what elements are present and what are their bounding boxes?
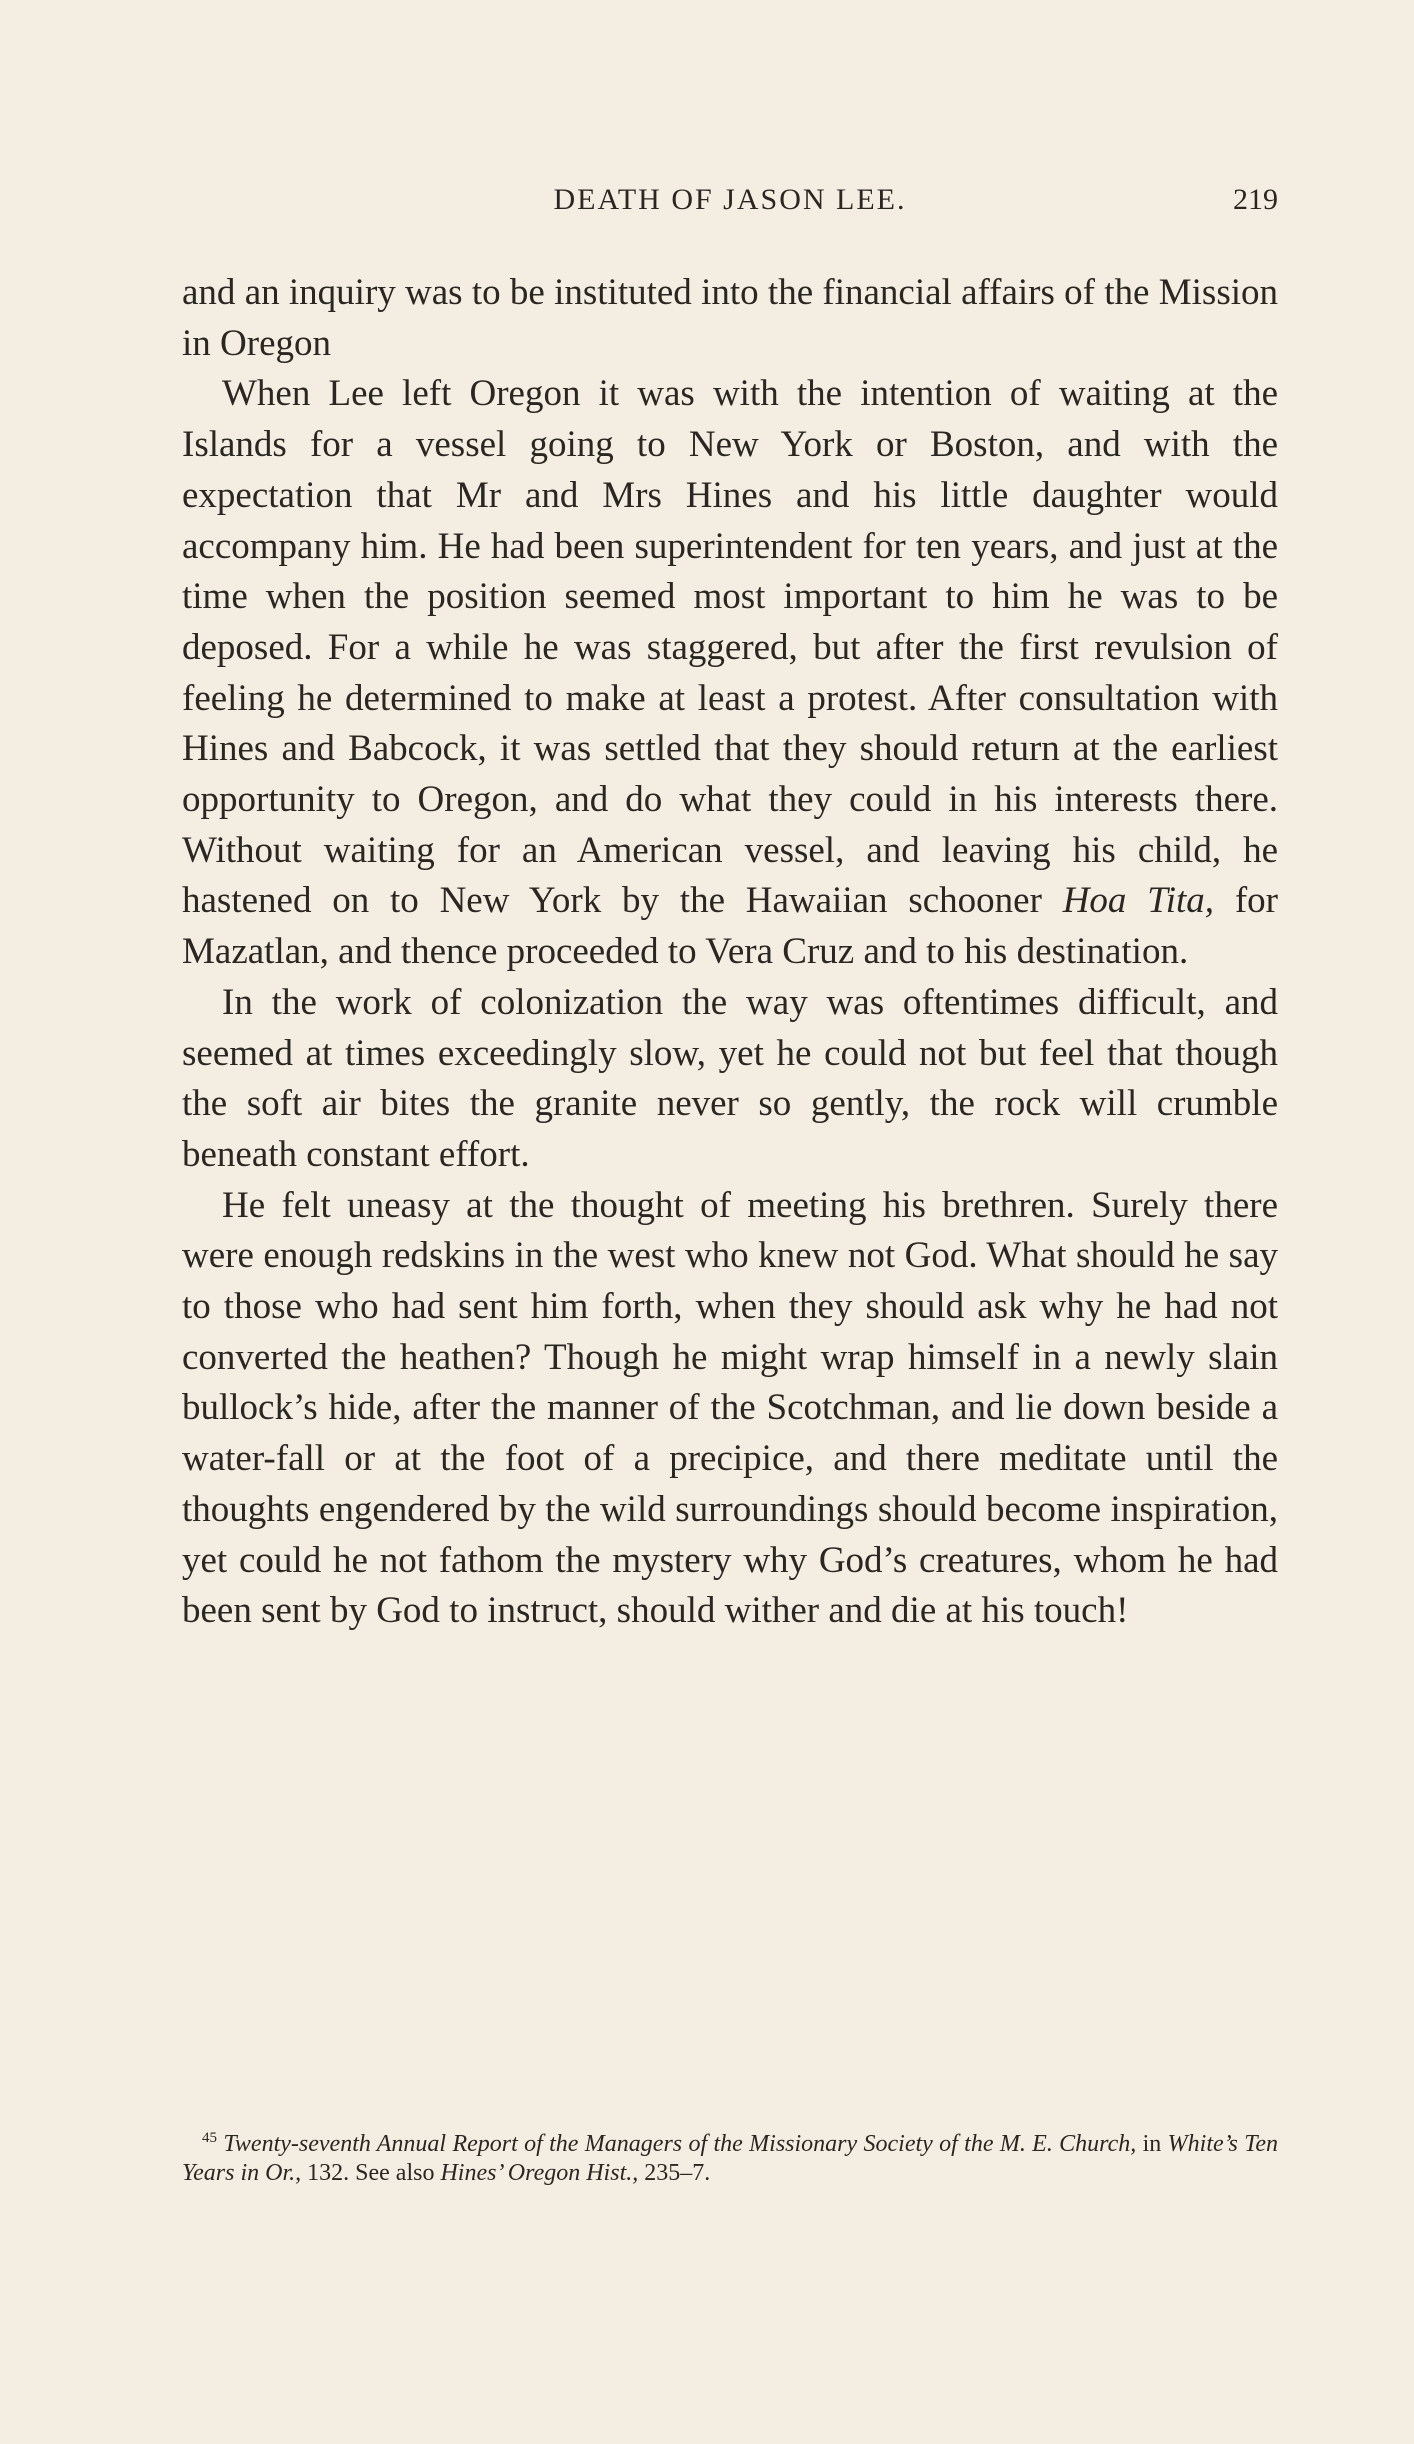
- paragraph-brethren: He felt uneasy at the thought of meeting his brethren. Surely there were enough redskins in the west who knew not God. What should he say to those who had sent him forth, when they should ask why he had not converted the heathen? Though he might wrap himself in a newly slain bullock’s hide, after the manner of the Scotchman, and lie down beside a water-fall or at the foot of a precipice, and there meditate until the thoughts engendered by the wild surroundings should become inspiration, yet could he not fathom the mystery why God’s creatures, whom he had been sent by God to instruct, should wither and die at his touch!: [182, 1184, 1278, 1632]
- footnote-reference: Hines’ Oregon Hist.,: [440, 2160, 639, 2186]
- paragraph-continuation: and an inquiry was to be instituted into the financial affairs of the Mission in Oregon: [182, 272, 1278, 364]
- footnote-text: 132. See also: [301, 2160, 441, 2186]
- paragraph-lee-departure: [182, 369, 1278, 977]
- footnote-title: Twenty-seventh Annual Report of the Managers of the Missionary Society of the M. E. Church,: [223, 2131, 1137, 2157]
- footnote: [182, 2130, 1278, 2188]
- running-head: [182, 183, 1278, 223]
- footnote-text: in: [1136, 2131, 1168, 2157]
- ship-name: Hoa Tita,: [1062, 880, 1215, 922]
- footnote-marker: 45: [202, 2130, 217, 2146]
- body-text: [182, 268, 1278, 1637]
- paragraph-colonization: In the work of colonization the way was oftentimes difficult, and seemed at times exceedingly slow, yet he could not but feel that though the soft air bites the granite never so gently, the rock will crumble beneath constant effort.: [182, 981, 1278, 1175]
- paragraph-text: When Lee left Oregon it was with the intention of waiting at the Islands for a vessel going to New York or Boston, and with the expectation that Mr and Mrs Hines and his little daughter would accompany him. He had been superintendent for ten years, and just at the time when the position seemed most important to him he was to be deposed. For a while he was staggered, but after the first revulsion of feeling he determined to make at least a protest. After consultation with Hines and Babcock, it was settled that they should return at the earliest opportunity to Oregon, and do what they could in his interests there. Without waiting for an American vessel, and leaving his child, he hastened on to New York by the Hawaiian schooner: [182, 373, 1278, 922]
- footnote-text: 235–7.: [638, 2160, 711, 2186]
- page-number: 219: [1233, 183, 1278, 216]
- paragraph-text: for Mazatlan, and thence proceeded to Vera Cruz and to his destination.: [182, 880, 1278, 973]
- running-title: DEATH OF JASON LEE.: [553, 183, 907, 216]
- footnote-source: White’s Ten Years in Or.,: [182, 2131, 1279, 2186]
